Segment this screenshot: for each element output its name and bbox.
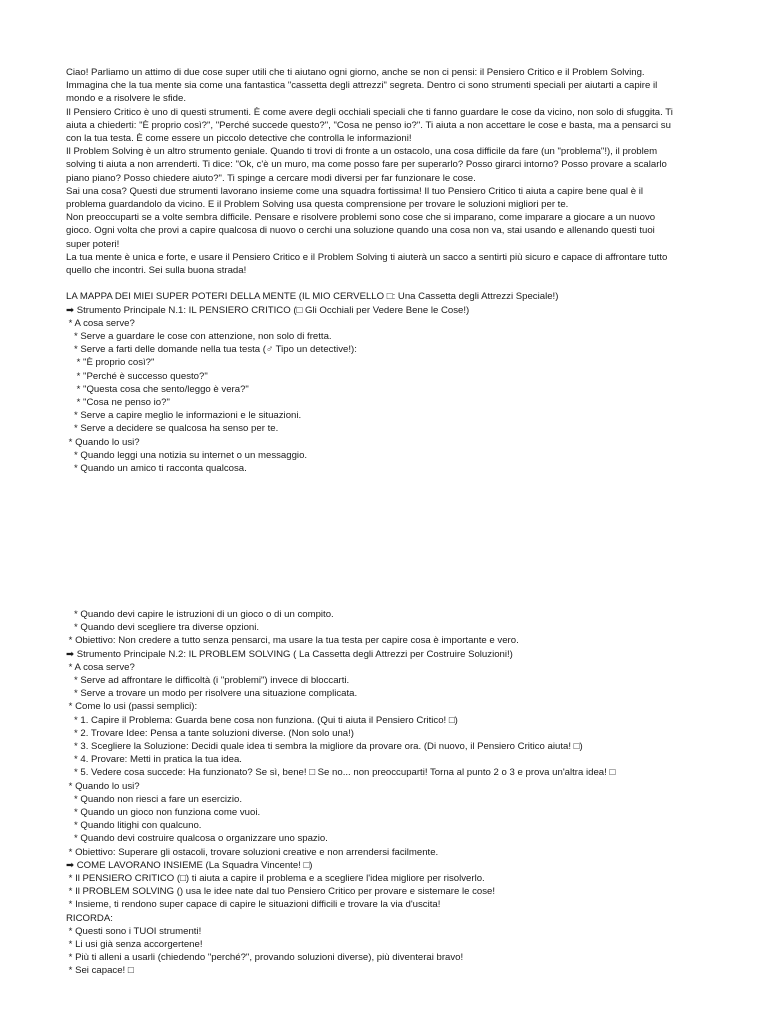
intro-line: Sai una cosa? Questi due strumenti lavorano insieme come una squadra fortissima! Il tuo Pensiero Critico ti aiuta a capire bene qual è il [66,185,643,197]
map-line: * Quando un gioco non funziona come vuoi. [66,807,261,819]
map-line: * "Cosa ne penso io?" [66,397,170,409]
map-line: * Obiettivo: Non credere a tutto senza pensarci, ma usare la tua testa per capire cosa è importante e vero. [66,635,519,647]
map-line: * "Questa cosa che sento/leggo è vera?" [66,383,249,395]
map-line: * Li usi già senza accorgertene! [66,939,203,951]
map-line: * Come lo usi (passi semplici): [66,701,198,713]
map-line: * Obiettivo: Superare gli ostacoli, trovare soluzioni creative e non arrendersi facilmente. [66,846,439,858]
intro-line: problema guardandolo da vicino. E il Problem Solving usa questa comprensione per trovare le soluzioni migliori per te. [66,199,569,211]
map-line: * Serve a farti delle domande nella tua testa (♂ Tipo un detective!): [66,344,357,356]
map-line: * Serve a decidere se qualcosa ha senso per te. [66,423,279,435]
mind-map-part-1 [66,290,706,475]
intro-line: Il Problem Solving è un altro strumento geniale. Quando ti trovi di fronte a un ostacolo, una cosa difficile da fare (un "problema"!), il problem [66,146,658,158]
map-line: * 2. Trovare Idee: Pensa a tante soluzioni diverse. (Non solo una!) [66,727,354,739]
map-line: * Serve a capire meglio le informazioni e le situazioni. [66,410,302,422]
map-line: ➡ Strumento Principale N.1: IL PENSIERO CRITICO (□ Gli Occhiali per Vedere Bene le Cose!) [66,304,470,316]
intro-line: mondo e a risolvere le sfide. [66,93,186,105]
map-line: * 1. Capire il Problema: Guarda bene cosa non funziona. (Qui ti aiuta il Pensiero Critico! □) [66,714,458,726]
intro-line: La tua mente è unica e forte, e usare il Pensiero Critico e il Problem Solving ti aiuterà un sacco a sentirti più sicuro e capace di affrontare tutto [66,251,668,263]
map-line: * Sei capace! □ [66,965,134,977]
intro-line: Ciao! Parliamo un attimo di due cose super utili che ti aiutano ogni giorno, anche se non ci pensi: il Pensiero Critico e il Problem Solving. [66,67,645,78]
map-line: * Quando un amico ti racconta qualcosa. [66,463,247,475]
map-line: * Più ti alleni a usarli (chiedendo "perché?", provando soluzioni diverse), più diventerai bravo! [66,952,464,964]
map-line: * Serve a guardare le cose con attenzione, non solo di fretta. [66,331,332,343]
map-line: LA MAPPA DEI MIEI SUPER POTERI DELLA MENTE (IL MIO CERVELLO □: Una Cassetta degli Attrezzi Speciale!) [66,291,559,303]
intro-line: Il Pensiero Critico è uno di questi strumenti. È come avere degli occhiali speciali che ti fanno guardare le cose da vicino, non solo di sfuggita. Ti [66,106,673,118]
map-line: * Il PROBLEM SOLVING () usa le idee nate dal tuo Pensiero Critico per provare e sistemare le cose! [66,886,496,898]
section-gap [66,277,706,290]
mind-map-part-2 [66,608,726,978]
map-line: * A cosa serve? [66,317,135,329]
intro-line: con la tua testa. È come essere un piccolo detective che controlla le informazioni! [66,133,412,145]
map-line: * 4. Provare: Metti in pratica la tua idea. [66,754,242,766]
intro-line: Immagina che la tua mente sia come una fantastica "cassetta degli attrezzi" segreta. Dentro ci sono strumenti speciali per aiutarti a capire il [66,80,658,92]
map-line: * 3. Scegliere la Soluzione: Decidi quale idea ti sembra la migliore da provare ora. (Di nuovo, il Pensiero Critico aiuta! □) [66,741,583,753]
map-line: * Quando devi scegliere tra diverse opzioni. [66,622,260,634]
map-line: * "È proprio così?" [66,357,155,369]
intro-line: gioco. Ogni volta che provi a capire qualcosa di nuovo o cerchi una soluzione quando una cosa non va, stai usando e allenando questi tuoi [66,225,655,237]
intro-line: aiuta a chiederti: "È proprio così?", "Perché succede questo?", "Cosa ne penso io?". Ti aiuta a non accettare le cose e basta, ma a pensarci su [66,119,671,131]
map-line: * Quando lo usi? [66,436,140,448]
map-line: * "Perché è successo questo?" [66,370,208,382]
map-line: * Quando litighi con qualcuno. [66,820,202,832]
map-line: * Quando devi capire le istruzioni di un gioco o di un compito. [66,609,334,620]
map-line: ➡ COME LAVORANO INSIEME (La Squadra Vincente! □) [66,859,313,871]
map-line: * 5. Vedere cosa succede: Ha funzionato? Se sì, bene! □ Se no... non preoccuparti! Torna al punto 2 o 3 e prova un'altra idea! □ [66,767,616,779]
intro-line: piano piano? Posso chiedere aiuto?". Ti spinge a cercare modi diversi per far funzionare le cose. [66,172,476,184]
intro-line: super poteri! [66,238,120,250]
map-line: * Serve ad affrontare le difficoltà (i "problemi") invece di bloccarti. [66,675,350,687]
map-line: * Quando lo usi? [66,780,140,792]
map-line: * Quando non riesci a fare un esercizio. [66,793,242,805]
intro-section [66,66,706,277]
intro-line: Non preoccuparti se a volte sembra difficile. Pensare e risolvere problemi sono cose che si imparano, come imparare a giocare a un nuovo [66,212,656,224]
map-line: ➡ Strumento Principale N.2: IL PROBLEM SOLVING ( La Cassetta degli Attrezzi per Costruire Soluzioni!) [66,648,513,660]
map-line: * Il PENSIERO CRITICO (□) ti aiuta a capire il problema e a scegliere l'idea migliore per risolverlo. [66,873,485,885]
map-line: * Quando devi costruire qualcosa o organizzare uno spazio. [66,833,328,845]
map-line: * Serve a trovare un modo per risolvere una situazione complicata. [66,688,358,700]
intro-line: quello che incontri. Sei sulla buona strada! [66,265,247,277]
map-line: RICORDA: [66,912,113,924]
map-line: * Questi sono i TUOI strumenti! [66,925,202,937]
map-line: * Quando leggi una notizia su internet o un messaggio. [66,449,308,461]
map-line: * Insieme, ti rendono super capace di capire le situazioni difficili e trovare la via d'uscita! [66,899,441,911]
document-page [66,66,706,475]
map-line: * A cosa serve? [66,661,135,673]
intro-line: solving ti aiuta a non arrenderti. Ti dice: "Ok, c'è un muro, ma come posso fare per superarlo? Posso girarci intorno? Posso provare a scalarlo [66,159,667,171]
